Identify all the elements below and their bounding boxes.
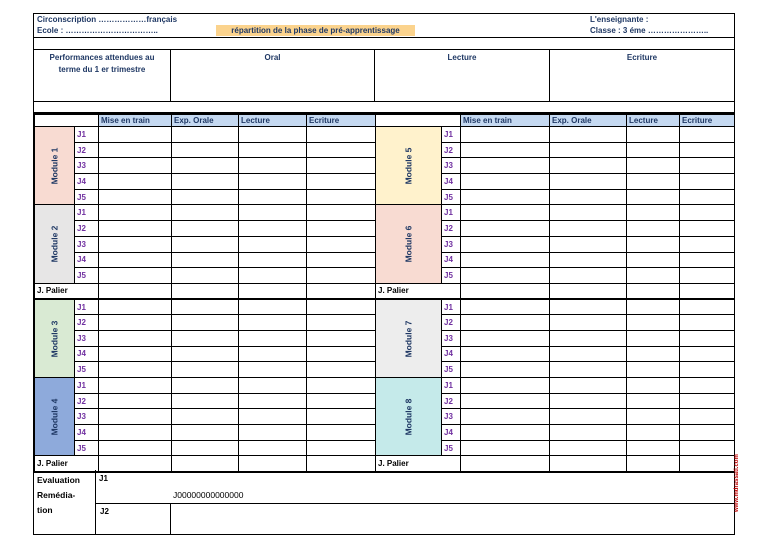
module-label: Module 4: [49, 398, 60, 436]
entry-cell[interactable]: [627, 174, 680, 190]
day-label: J1: [442, 378, 461, 394]
entry-cell[interactable]: [172, 378, 239, 394]
module-label: Module 6: [403, 225, 414, 263]
module-cell-right: [376, 378, 442, 456]
module-label: Module 7: [403, 320, 414, 357]
entry-cell[interactable]: [239, 127, 307, 143]
lecture-header: Lecture: [375, 50, 550, 102]
day-label: J3: [442, 409, 461, 425]
entry-cell[interactable]: [680, 205, 735, 221]
oral-header: Oral: [171, 50, 375, 102]
schedule-grid: [34, 114, 735, 473]
entry-cell[interactable]: [461, 189, 550, 205]
col-ecriture-right: Ecriture: [680, 115, 735, 127]
entry-cell[interactable]: [680, 330, 735, 346]
day-label: J4: [75, 252, 99, 268]
entry-cell[interactable]: [307, 440, 376, 456]
spacer-row: [34, 38, 734, 50]
entry-cell[interactable]: [550, 158, 627, 174]
entry-cell[interactable]: [172, 362, 239, 378]
entry-cell[interactable]: [307, 236, 376, 252]
entry-cell[interactable]: [99, 409, 172, 425]
entry-cell[interactable]: [461, 330, 550, 346]
day-label: J1: [442, 205, 461, 221]
entry-cell[interactable]: [307, 221, 376, 237]
palier-label: J. Palier: [35, 456, 99, 472]
entry-cell[interactable]: [461, 236, 550, 252]
day-label: J2: [75, 393, 99, 409]
entry-cell[interactable]: [680, 236, 735, 252]
entry-cell[interactable]: [99, 252, 172, 268]
day-label: J2: [442, 315, 461, 331]
module-label: Module 3: [49, 320, 60, 357]
entry-cell[interactable]: [99, 268, 172, 284]
entry-cell[interactable]: [461, 393, 550, 409]
entry-cell[interactable]: [172, 440, 239, 456]
module-cell-left: [35, 299, 75, 377]
table-row: [35, 205, 735, 221]
entry-cell[interactable]: [627, 283, 680, 299]
circonscription-label: Circonscription ………………français: [37, 15, 178, 24]
entry-cell[interactable]: [239, 221, 307, 237]
entry-cell[interactable]: [627, 158, 680, 174]
day-label: J5: [75, 268, 99, 284]
entry-cell[interactable]: [99, 158, 172, 174]
entry-cell[interactable]: [550, 299, 627, 315]
entry-cell[interactable]: [550, 127, 627, 143]
entry-cell[interactable]: [307, 252, 376, 268]
entry-cell[interactable]: [550, 362, 627, 378]
grid-header-blank-right: [376, 115, 461, 127]
entry-cell[interactable]: [550, 142, 627, 158]
grid-header-row: [35, 115, 735, 127]
entry-cell[interactable]: [627, 346, 680, 362]
entry-cell[interactable]: [627, 425, 680, 441]
entry-cell[interactable]: [239, 268, 307, 284]
day-label: J3: [75, 330, 99, 346]
module-cell-left: [35, 378, 75, 456]
entry-cell[interactable]: [99, 440, 172, 456]
entry-cell[interactable]: [99, 393, 172, 409]
entry-cell[interactable]: [550, 409, 627, 425]
entry-cell[interactable]: [627, 252, 680, 268]
entry-cell[interactable]: [172, 330, 239, 346]
entry-cell[interactable]: [461, 221, 550, 237]
entry-cell[interactable]: [172, 158, 239, 174]
entry-cell[interactable]: [307, 362, 376, 378]
entry-cell[interactable]: [680, 409, 735, 425]
entry-cell[interactable]: [680, 268, 735, 284]
entry-cell[interactable]: [239, 236, 307, 252]
entry-cell[interactable]: [461, 127, 550, 143]
day-label: J4: [442, 346, 461, 362]
day-label: J4: [442, 252, 461, 268]
entry-cell[interactable]: [239, 393, 307, 409]
entry-cell[interactable]: [550, 189, 627, 205]
entry-cell[interactable]: [680, 283, 735, 299]
performances-row: [34, 50, 734, 102]
entry-cell[interactable]: [461, 158, 550, 174]
entry-cell[interactable]: [680, 252, 735, 268]
entry-cell[interactable]: [680, 315, 735, 331]
day-label: J3: [442, 158, 461, 174]
entry-cell[interactable]: [172, 205, 239, 221]
day-label: J5: [442, 268, 461, 284]
entry-cell[interactable]: [627, 330, 680, 346]
entry-cell[interactable]: [461, 174, 550, 190]
evaluation-j1-row: [96, 470, 734, 504]
entry-cell[interactable]: [99, 378, 172, 394]
classe-label: Classe : 3 éme …………………..: [590, 26, 709, 35]
entry-cell[interactable]: [627, 205, 680, 221]
entry-cell[interactable]: [550, 393, 627, 409]
spacer-row: [34, 102, 734, 114]
evaluation-zeros-text[interactable]: J00000000000000: [173, 490, 244, 500]
col-exp-orale-right: Exp. Orale: [550, 115, 627, 127]
entry-cell[interactable]: [550, 425, 627, 441]
entry-cell[interactable]: [550, 283, 627, 299]
col-mise-en-train: Mise en train: [99, 115, 172, 127]
palier-row: [35, 283, 735, 299]
entry-cell[interactable]: [550, 268, 627, 284]
entry-cell[interactable]: [172, 268, 239, 284]
day-label: J5: [442, 440, 461, 456]
worksheet-page: [33, 13, 735, 535]
entry-cell[interactable]: [99, 315, 172, 331]
evaluation-line3: tion: [37, 505, 53, 515]
entry-cell[interactable]: [239, 346, 307, 362]
entry-cell[interactable]: [99, 425, 172, 441]
entry-cell[interactable]: [680, 425, 735, 441]
day-label: J3: [442, 330, 461, 346]
entry-cell[interactable]: [550, 252, 627, 268]
col-mise-en-train-right: Mise en train: [461, 115, 550, 127]
module-cell-right: [376, 205, 442, 283]
table-row: [35, 299, 735, 315]
entry-cell[interactable]: [627, 268, 680, 284]
day-label: J1: [442, 299, 461, 315]
day-label: J5: [442, 189, 461, 205]
performances-label-line1: Performances attendues au: [49, 53, 155, 62]
day-label: J1: [442, 127, 461, 143]
entry-cell[interactable]: [239, 252, 307, 268]
entry-cell[interactable]: [99, 142, 172, 158]
day-label: J4: [75, 425, 99, 441]
entry-cell[interactable]: [239, 283, 307, 299]
entry-cell[interactable]: [627, 378, 680, 394]
entry-cell[interactable]: [307, 189, 376, 205]
entry-cell[interactable]: [172, 425, 239, 441]
day-label: J3: [75, 158, 99, 174]
entry-cell[interactable]: [461, 205, 550, 221]
entry-cell[interactable]: [99, 221, 172, 237]
entry-cell[interactable]: [239, 378, 307, 394]
entry-cell[interactable]: [99, 283, 172, 299]
entry-cell[interactable]: [239, 440, 307, 456]
col-lecture: Lecture: [239, 115, 307, 127]
entry-cell[interactable]: [461, 378, 550, 394]
module-cell-right: [376, 299, 442, 377]
day-label: J5: [75, 440, 99, 456]
entry-cell[interactable]: [550, 174, 627, 190]
module-cell-left: [35, 127, 75, 205]
entry-cell[interactable]: [307, 425, 376, 441]
entry-cell[interactable]: [99, 236, 172, 252]
day-label: J1: [75, 205, 99, 221]
day-label: J2: [75, 142, 99, 158]
day-label: J2: [442, 393, 461, 409]
entry-cell[interactable]: [461, 283, 550, 299]
entry-cell[interactable]: [172, 221, 239, 237]
entry-cell[interactable]: [627, 236, 680, 252]
entry-cell[interactable]: [461, 362, 550, 378]
day-label: J2: [442, 221, 461, 237]
entry-cell[interactable]: [461, 315, 550, 331]
day-label: J5: [75, 189, 99, 205]
entry-cell[interactable]: [307, 330, 376, 346]
entry-cell[interactable]: [239, 142, 307, 158]
entry-cell[interactable]: [550, 378, 627, 394]
palier-label: J. Palier: [376, 456, 461, 472]
entry-cell[interactable]: [307, 315, 376, 331]
entry-cell[interactable]: [239, 299, 307, 315]
watermark: www.mdrassati.com: [734, 454, 740, 512]
entry-cell[interactable]: [99, 127, 172, 143]
module-cell-left: [35, 205, 75, 283]
entry-cell[interactable]: [99, 174, 172, 190]
day-label: J5: [75, 362, 99, 378]
entry-cell[interactable]: [172, 174, 239, 190]
entry-cell[interactable]: [627, 440, 680, 456]
entry-cell[interactable]: [461, 440, 550, 456]
entry-cell[interactable]: [172, 252, 239, 268]
evaluation-j2-label: J2: [96, 504, 171, 534]
entry-cell[interactable]: [550, 221, 627, 237]
entry-cell[interactable]: [627, 221, 680, 237]
entry-cell[interactable]: [461, 142, 550, 158]
performances-label-line2: terme du 1 er trimestre: [58, 65, 146, 74]
entry-cell[interactable]: [461, 409, 550, 425]
entry-cell[interactable]: [172, 127, 239, 143]
col-lecture-right: Lecture: [627, 115, 680, 127]
palier-label: J. Palier: [35, 283, 99, 299]
entry-cell[interactable]: [550, 236, 627, 252]
entry-cell[interactable]: [307, 299, 376, 315]
evaluation-label: [34, 470, 96, 534]
entry-cell[interactable]: [627, 299, 680, 315]
module-label: Module 5: [403, 147, 414, 185]
module-label: Module 2: [49, 225, 60, 263]
day-label: J1: [75, 378, 99, 394]
entry-cell[interactable]: [307, 393, 376, 409]
entry-cell[interactable]: [627, 189, 680, 205]
entry-cell[interactable]: [680, 127, 735, 143]
performances-label: [34, 50, 171, 102]
entry-cell[interactable]: [627, 142, 680, 158]
entry-cell[interactable]: [680, 440, 735, 456]
day-label: J4: [442, 174, 461, 190]
entry-cell[interactable]: [680, 158, 735, 174]
entry-cell[interactable]: [239, 205, 307, 221]
entry-cell[interactable]: [680, 299, 735, 315]
evaluation-line1: Evaluation: [37, 475, 80, 485]
entry-cell[interactable]: [99, 330, 172, 346]
entry-cell[interactable]: [307, 142, 376, 158]
entry-cell[interactable]: [307, 158, 376, 174]
entry-cell[interactable]: [550, 330, 627, 346]
document-title: répartition de la phase de pré-apprentissage: [216, 25, 415, 36]
entry-cell[interactable]: [550, 346, 627, 362]
entry-cell[interactable]: [172, 283, 239, 299]
entry-cell[interactable]: [172, 236, 239, 252]
module-cell-right: [376, 127, 442, 205]
entry-cell[interactable]: [461, 252, 550, 268]
evaluation-j1-label: J1: [99, 474, 108, 483]
day-label: J1: [75, 127, 99, 143]
ecriture-header: Ecriture: [626, 53, 658, 62]
entry-cell[interactable]: [172, 346, 239, 362]
entry-cell[interactable]: [307, 205, 376, 221]
entry-cell[interactable]: [680, 346, 735, 362]
day-label: J4: [75, 174, 99, 190]
entry-cell[interactable]: [550, 440, 627, 456]
table-row: [35, 378, 735, 394]
entry-cell[interactable]: [680, 189, 735, 205]
entry-cell[interactable]: [461, 346, 550, 362]
entry-cell[interactable]: [99, 346, 172, 362]
entry-cell[interactable]: [99, 299, 172, 315]
enseignante-label: L'enseignante :: [590, 15, 649, 24]
evaluation-line2: Remédia-: [37, 490, 76, 500]
entry-cell[interactable]: [307, 378, 376, 394]
entry-cell[interactable]: [307, 127, 376, 143]
entry-cell[interactable]: [680, 221, 735, 237]
entry-cell[interactable]: [172, 315, 239, 331]
day-label: J3: [442, 236, 461, 252]
entry-cell[interactable]: [99, 362, 172, 378]
day-label: J4: [75, 346, 99, 362]
entry-cell[interactable]: [239, 425, 307, 441]
col-exp-orale: Exp. Orale: [172, 115, 239, 127]
entry-cell[interactable]: [550, 315, 627, 331]
entry-cell[interactable]: [307, 174, 376, 190]
entry-cell[interactable]: [550, 205, 627, 221]
entry-cell[interactable]: [172, 299, 239, 315]
entry-cell[interactable]: [307, 268, 376, 284]
module-label: Module 1: [49, 147, 60, 185]
entry-cell[interactable]: [239, 174, 307, 190]
evaluation-block: [34, 470, 734, 534]
day-label: J3: [75, 236, 99, 252]
entry-cell[interactable]: [461, 425, 550, 441]
entry-cell[interactable]: [307, 346, 376, 362]
entry-cell[interactable]: [239, 189, 307, 205]
entry-cell[interactable]: [239, 315, 307, 331]
ecole-label: Ecole : ……………………………..: [37, 26, 158, 35]
entry-cell[interactable]: [461, 268, 550, 284]
header: [34, 14, 734, 38]
entry-cell[interactable]: [680, 362, 735, 378]
table-row: [35, 127, 735, 143]
entry-cell[interactable]: [239, 409, 307, 425]
entry-cell[interactable]: [627, 409, 680, 425]
entry-cell[interactable]: [627, 393, 680, 409]
entry-cell[interactable]: [172, 393, 239, 409]
day-label: J2: [442, 142, 461, 158]
module-label: Module 8: [403, 398, 414, 436]
day-label: J2: [75, 315, 99, 331]
entry-cell[interactable]: [99, 205, 172, 221]
entry-cell[interactable]: [172, 409, 239, 425]
day-label: J1: [75, 299, 99, 315]
entry-cell[interactable]: [307, 409, 376, 425]
entry-cell[interactable]: [461, 299, 550, 315]
entry-cell[interactable]: [99, 189, 172, 205]
entry-cell[interactable]: [239, 330, 307, 346]
entry-cell[interactable]: [172, 189, 239, 205]
day-label: J4: [442, 425, 461, 441]
grid-header-blank-left: [35, 115, 99, 127]
entry-cell[interactable]: [239, 362, 307, 378]
entry-cell[interactable]: [627, 362, 680, 378]
palier-label: J. Palier: [376, 283, 461, 299]
entry-cell[interactable]: [680, 378, 735, 394]
entry-cell[interactable]: [680, 174, 735, 190]
entry-cell[interactable]: [172, 142, 239, 158]
col-ecriture: Ecriture: [307, 115, 376, 127]
entry-cell[interactable]: [627, 127, 680, 143]
entry-cell[interactable]: [680, 393, 735, 409]
entry-cell[interactable]: [627, 315, 680, 331]
day-label: J5: [442, 362, 461, 378]
entry-cell[interactable]: [239, 158, 307, 174]
day-label: J3: [75, 409, 99, 425]
entry-cell[interactable]: [680, 142, 735, 158]
entry-cell[interactable]: [307, 283, 376, 299]
day-label: J2: [75, 221, 99, 237]
